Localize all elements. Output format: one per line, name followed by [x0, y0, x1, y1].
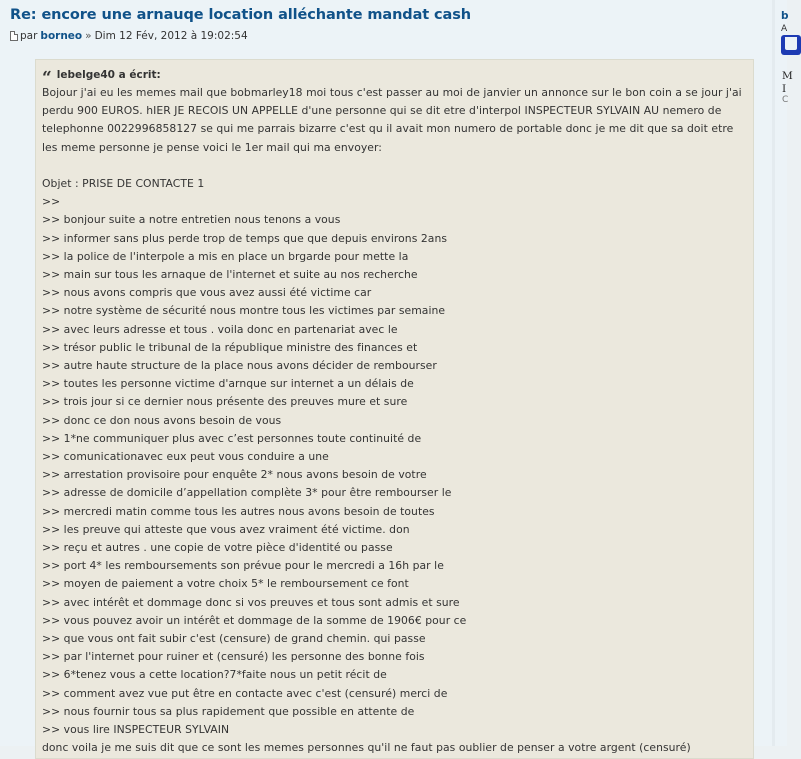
separator: »: [85, 30, 92, 42]
quote-mark-icon: “: [42, 68, 52, 88]
email-lines: [42, 193, 753, 739]
profile-rank: A: [781, 24, 788, 34]
email-line: >> arrestation provisoire pour enquête 2* nous avons besoin de votre: [42, 468, 427, 482]
email-line: >> vous lire INSPECTEUR SYLVAIN: [42, 723, 230, 737]
email-line: >> autre haute structure de la place nous avons décider de rembourser: [42, 359, 437, 373]
email-line: >> 1*ne communiquer plus avec c’est personnes toute continuité de: [42, 431, 422, 445]
profile-stat-messages: M: [782, 70, 793, 82]
email-line: >> les preuve qui atteste que vous avez vraiment été victime. don: [42, 522, 410, 536]
email-line: >> comunicationavec eux peut vous conduire a une: [42, 450, 329, 464]
email-line: >> trois jour si ce dernier nous présente des preuves mure et sure: [42, 395, 408, 409]
email-line: >> 6*tenez vous a cette location?7*faite nous un petit récit de: [42, 668, 387, 682]
profile-stat-registered: I: [782, 83, 787, 95]
quote-intro: Bojour j'ai eu les memes mail que bobmarley18 moi tous c'est passer au moi de janvier un annonce sur le bon coin a se jour j'ai perdu 900 EUROS. hIER JE RECOIS UN APPELLE d'une personne qui se dit etre d'interpol INSPECTEUR SYLVAIN AU nemero de telephonne 0022996858127 se qui me parrais bizarre c'est qu il avait mon numero de portable donc je me dit que sa doit etre les meme personne je pense voici le 1er mail qui ma envoyer:: [42, 86, 742, 154]
email-line: >> main sur tous les arnaque de l'internet et suite au nos recherche: [42, 268, 418, 282]
post-title-link[interactable]: Re: encore une arnauqe location alléchante mandat cash: [10, 7, 471, 23]
email-line: >> port 4* les remboursements son prévue pour le mercredi a 16h par le: [42, 559, 444, 573]
email-line: >> reçu et autres . une copie de votre pièce d'identité ou passe: [42, 541, 393, 555]
by-label: par: [20, 30, 38, 42]
avatar: [781, 35, 801, 55]
email-line: >> avec leurs adresse et tous . voila donc en partenariat avec le: [42, 322, 398, 336]
email-subject: Objet : PRISE DE CONTACTE 1: [42, 177, 205, 190]
email-line: >> nous fournir tous sa plus rapidement que possible en attente de: [42, 704, 415, 718]
profile-stat-location: C: [782, 95, 789, 105]
email-line: >> mercredi matin comme tous les autres nous avons besoin de toutes: [42, 504, 435, 518]
post-meta: [10, 30, 248, 42]
email-line: >>: [42, 195, 61, 209]
profile-username[interactable]: b: [781, 10, 789, 22]
email-line: >> moyen de paiement a votre choix 5* le remboursement ce font: [42, 577, 409, 591]
email-line: >> nous avons compris que vous avez aussi été victime car: [42, 286, 372, 300]
email-line: >> notre système de sécurité nous montre tous les victimes par semaine: [42, 304, 446, 318]
quote-cut-line: donc voila je me suis dit que ce sont les memes personnes qu'il ne faut pas oublier de penser a votre argent (censuré): [42, 741, 691, 755]
email-line: >> donc ce don nous avons besoin de vous: [42, 413, 282, 427]
post-icon[interactable]: [10, 31, 18, 41]
email-line: >> par l'internet pour ruiner et (censuré) les personne des bonne fois: [42, 650, 425, 664]
email-line: >> bonjour suite a notre entretien nous tenons a vous: [42, 213, 341, 227]
email-line: >> que vous ont fait subir c'est (censure) de grand chemin. qui passe: [42, 632, 426, 646]
quote-body: [42, 84, 753, 755]
email-line: >> avec intérêt et dommage donc si vos preuves et tous sont admis et sure: [42, 595, 460, 609]
quote-author: lebelge40 a écrit:: [56, 69, 161, 81]
email-line: >> trésor public le tribunal de la république ministre des finances et: [42, 340, 418, 354]
email-line: >> toutes les personne victime d'arnque sur internet a un délais de: [42, 377, 414, 391]
post-date: Dim 12 Fév, 2012 à 19:02:54: [94, 30, 248, 42]
quote-block: [35, 59, 754, 759]
email-line: >> vous pouvez avoir un intérêt et dommage de la somme de 1906€ pour ce: [42, 613, 467, 627]
email-line: >> la police de l'interpole a mis en place un brgarde pour mette la: [42, 249, 409, 263]
email-line: >> informer sans plus perde trop de temps que que depuis environs 2ans: [42, 231, 448, 245]
email-line: >> comment avez vue put être en contacte avec c'est (censuré) merci de: [42, 686, 448, 700]
author-link[interactable]: borneo: [40, 30, 83, 42]
email-line: >> adresse de domicile d’appellation complète 3* pour être rembourser le: [42, 486, 452, 500]
post-profile-sidebar: [775, 0, 793, 746]
quote-cite: [42, 67, 753, 88]
